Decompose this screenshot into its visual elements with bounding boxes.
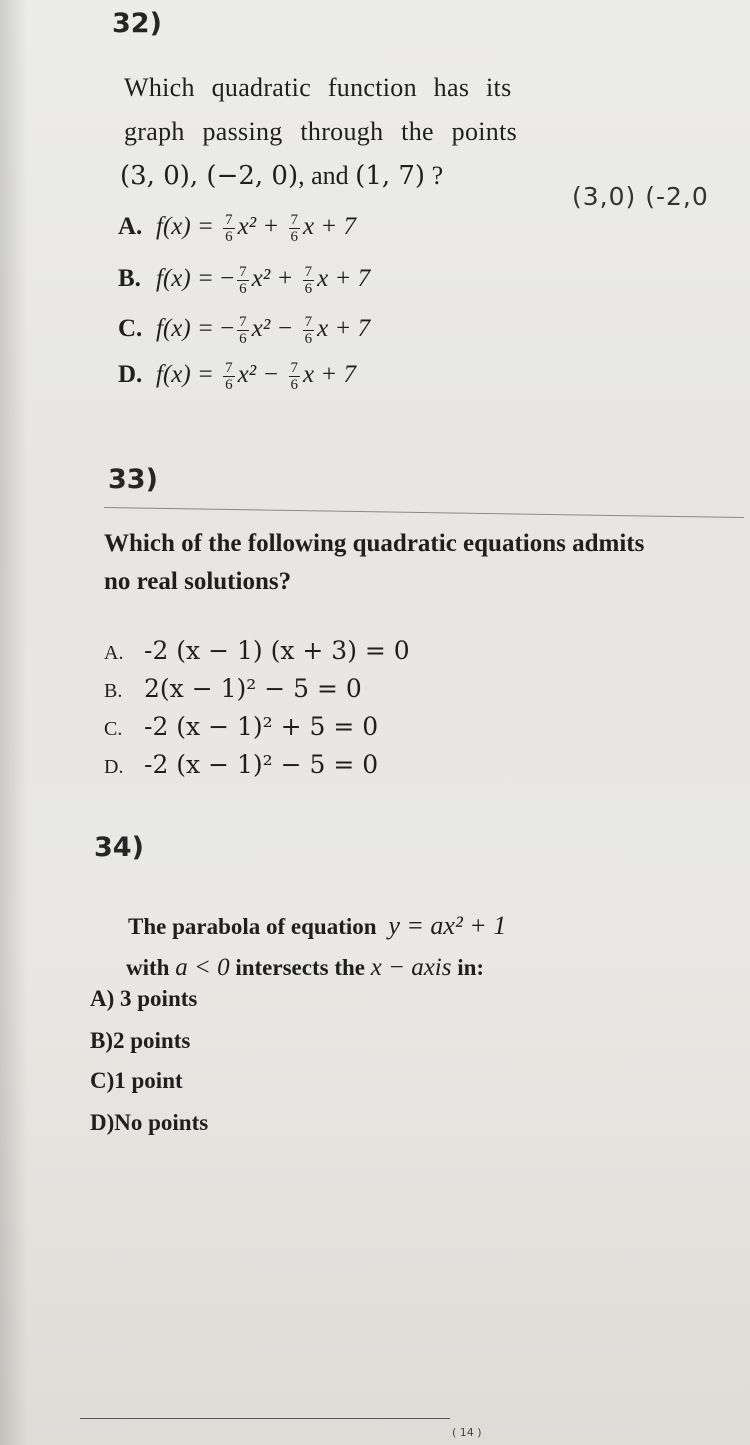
question-32-option-a[interactable]: A. f(x) = $\frac{7}{6}$ x² + $\frac{7}{6}$ x + 7 bbox=[118, 212, 356, 245]
question-32-option-d[interactable]: D. f(x) = $\frac{7}{6}$ x² − $\frac{7}{6}$ x + 7 bbox=[118, 360, 356, 393]
question-33-number: 33) bbox=[108, 464, 158, 495]
fraction: $\frac{7}{6}$ bbox=[239, 264, 247, 297]
question-34-equation: y = ax² + 1 bbox=[388, 911, 507, 940]
fraction: $\frac{7}{6}$ bbox=[304, 314, 313, 347]
footer-line bbox=[80, 1418, 450, 1419]
question-34-option-b[interactable]: B)2 points bbox=[90, 1028, 191, 1053]
question-32-qmark: ? bbox=[425, 161, 444, 190]
question-32-point3: (1, 7) bbox=[355, 161, 426, 191]
question-33-option-d[interactable]: D. -2 (x − 1)² − 5 = 0 bbox=[104, 750, 379, 779]
question-33-stem-line1: Which of the following quadratic equations admits bbox=[104, 530, 645, 557]
page-number: ( 14 ) bbox=[452, 1426, 482, 1439]
handwritten-note: (3,0) (-2,0 bbox=[572, 182, 709, 211]
fraction: $\frac{7}{6}$ bbox=[225, 212, 233, 245]
fraction: $\frac{7}{6}$ bbox=[290, 360, 299, 393]
fraction: $\frac{7}{6}$ bbox=[225, 360, 233, 393]
fraction: $\frac{7}{6}$ bbox=[239, 314, 247, 347]
question-33-option-c[interactable]: C. -2 (x − 1)² + 5 = 0 bbox=[104, 712, 379, 741]
question-34-option-d[interactable]: D)No points bbox=[90, 1110, 209, 1135]
question-34-number: 34) bbox=[94, 832, 144, 863]
question-34-stem-line1: The parabola of equation y = ax² + 1 bbox=[128, 911, 507, 940]
question-33-option-a[interactable]: A. -2 (x − 1) (x + 3) = 0 bbox=[104, 636, 410, 665]
question-33-option-b[interactable]: B. 2(x − 1)² − 5 = 0 bbox=[104, 674, 362, 703]
fraction: $\frac{7}{6}$ bbox=[304, 264, 313, 297]
question-32-stem-line1: Which quadratic function has its bbox=[124, 73, 512, 102]
question-34-option-c[interactable]: C)1 point bbox=[90, 1068, 183, 1093]
question-32-points: (3, 0), (−2, 0) bbox=[120, 161, 299, 191]
divider-line bbox=[104, 507, 744, 518]
page-shadow bbox=[0, 0, 28, 1445]
question-32-option-c[interactable]: C. f(x) = − $\frac{7}{6}$ x² − $\frac{7}{6}$ x + 7 bbox=[118, 314, 371, 347]
question-32-stem-line2: graph passing through the points bbox=[124, 117, 518, 146]
question-32-stem-line3 bbox=[120, 160, 443, 192]
question-33-stem-line2: no real solutions? bbox=[104, 568, 292, 595]
question-32-and: , and bbox=[298, 161, 349, 190]
question-32-option-b[interactable]: B. f(x) = − $\frac{7}{6}$ x² + $\frac{7}{6}$ x + 7 bbox=[118, 264, 371, 297]
question-34-option-a[interactable]: A) 3 points bbox=[90, 986, 198, 1011]
question-34-stem-line2: with a < 0 intersects the x − axis in: bbox=[126, 954, 485, 981]
fraction: $\frac{7}{6}$ bbox=[290, 212, 299, 245]
question-32-number: 32) bbox=[112, 8, 162, 39]
